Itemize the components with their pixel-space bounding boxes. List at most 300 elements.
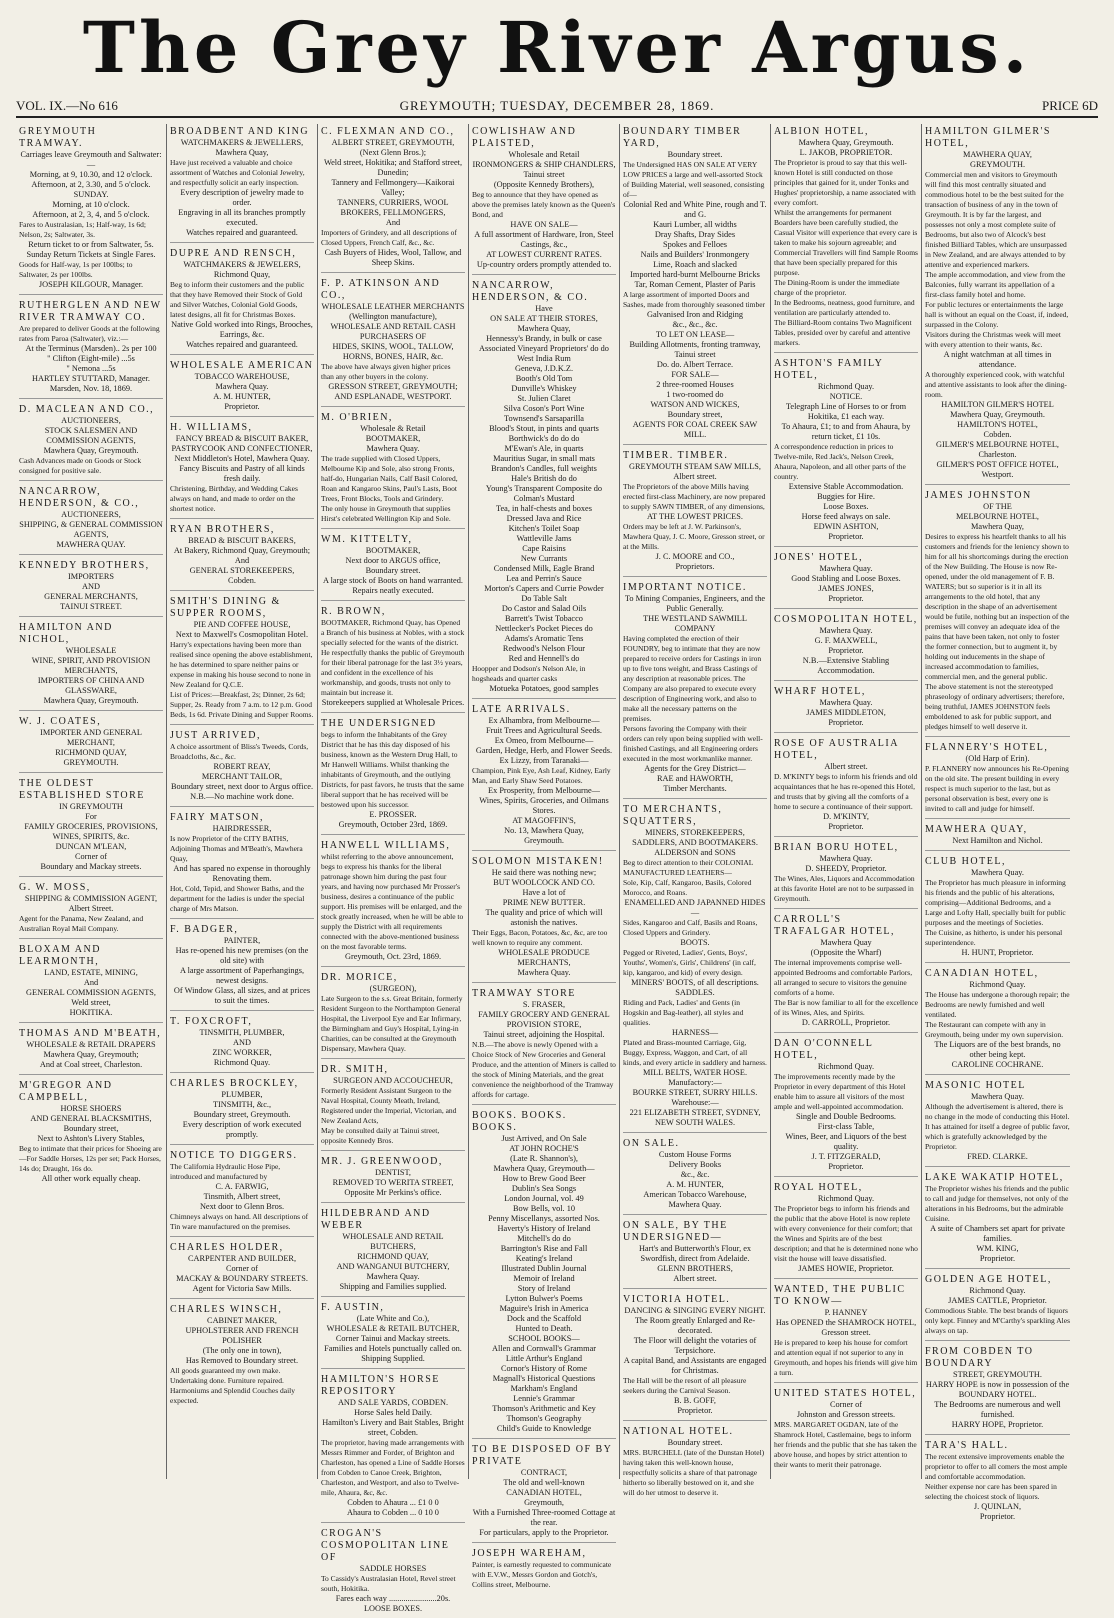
advertisement-line: MAWHERA QUAY, (963, 150, 1032, 159)
advertisement (321, 532, 465, 601)
advertisement-line: Champion, Pink Eye, Ash Leaf, Kidney, Early Man, and Early Shaw Seed Potatoes. (472, 766, 611, 785)
advertisement-line: Return ticket to or from Saltwater, 5s. (28, 240, 154, 249)
advertisement-line: IN GREYMOUTH (59, 802, 123, 811)
advertisement-line: MINERS' BOOTS, of all descriptions. (631, 978, 759, 987)
advertisement-line: The Undersigned HAS ON SALE AT VERY LOW PRICES a large and well-assorted Stock of Building Material, well seasoned, consisting of— (623, 160, 765, 199)
advertisement-line: IMPORTER AND GENERAL MERCHANT, (40, 728, 142, 747)
advertisement-line: Wholesale and Retail (508, 150, 580, 159)
advertisement (321, 1154, 465, 1203)
advertisement-line: Mitchell's do do (517, 1234, 571, 1243)
advertisement-line: Mawhera Quay. (366, 444, 420, 453)
advertisement-line: AND GENERAL BLACKSMITHS, (30, 1114, 152, 1123)
advertisement-line: Painter, is earnestly requested to communicate with E.V.W., Messrs Gordon and Gotch's, Collins street, Melbourne. (472, 1560, 612, 1589)
advertisement-line: And at Coal street, Charleston. (39, 1060, 143, 1069)
advertisement-line: Associated Vineyard Proprietors' do do (479, 344, 609, 353)
advertisement (472, 1108, 616, 1439)
advertisement-line: HAVE ON SALE— (510, 220, 578, 229)
advertisement-line: The recent extensive improvements enable the proprietor to offer to all comers the most ample and comfortable accommodation. (925, 1452, 1068, 1481)
advertisement-heading: BROADBENT AND KING (170, 126, 310, 137)
advertisement-line: DUNCAN M'LEAN, (55, 842, 127, 851)
advertisement-line: Proprietors. (675, 562, 715, 571)
advertisement-line: The Room greatly Enlarged and Re-decorated. (634, 1316, 756, 1335)
advertisement-heading: LAKE WAKATIP HOTEL, (925, 1172, 1064, 1183)
advertisement-heading: ROYAL HOTEL, (774, 1182, 863, 1193)
advertisement-line: Proprietor. (979, 1254, 1016, 1263)
advertisement-line: Custom House Forms (658, 1150, 732, 1159)
advertisement-heading: G. W. MOSS, (19, 882, 91, 893)
advertisement-heading: M. O'BRIEN, (321, 412, 393, 423)
advertisement-line: Thomson's Geography (506, 1414, 582, 1423)
advertisement (170, 1302, 314, 1410)
advertisement-line: Richmond Quay. (817, 1062, 875, 1071)
advertisement-line: Hart's and Butterworth's Flour, ex (638, 1244, 752, 1253)
advertisement-line: He said there was nothing new; (491, 868, 597, 877)
advertisement (774, 1036, 918, 1177)
advertisement-line: Shipping Supplied. (361, 1354, 425, 1363)
advertisement-line: Neither expense nor care has been spared in selecting the choicest stock of liquors. (925, 1482, 1057, 1501)
advertisement-line: Tea, in half-chests and boxes (496, 504, 592, 513)
advertisement (472, 854, 616, 983)
advertisement-line: Townsend's Sarsaparilla (504, 414, 584, 423)
advertisement-heading: VICTORIA HOTEL. (623, 1294, 731, 1305)
dateline (16, 98, 1098, 118)
advertisement-line: HOKITIKA. (69, 1008, 113, 1017)
advertisement-line: TO LET ON LEASE— (655, 330, 735, 339)
advertisement-line: A choice assortment of Bliss's Tweeds, Cords, Broadcloths, &c., &c. (170, 742, 309, 761)
advertisement-heading: NANCARROW, HENDERSON, & CO., (19, 486, 140, 509)
advertisement-line: Hennessy's Brandy, in bulk or case (486, 334, 602, 343)
advertisement-heading: R. BROWN, (321, 606, 386, 617)
advertisement-line: (Late White and Co.), (356, 1314, 430, 1323)
advertisement-line: Riding and Pack, Ladies' and Gents (in Hogskin and Bag-leather), all styles and qualities. (623, 998, 744, 1027)
advertisement-line: Corner of (829, 1400, 863, 1409)
advertisement-line: ALDERSON and SONS (654, 848, 736, 857)
advertisement (170, 420, 314, 519)
advertisement-heading: DUPRE AND RENSCH, (170, 248, 297, 259)
advertisement-line: CONTRACT, (520, 1468, 568, 1477)
advertisement-line: M'Ewan's Ale, in quarts (504, 444, 584, 453)
advertisement-line: How to Brew Good Beer (502, 1174, 586, 1183)
advertisement (321, 410, 465, 529)
advertisement-line: Sunday Return Tickets at Single Fares. (26, 250, 156, 259)
advertisement-line: HIDES, SKINS, WOOL, TALLOW, HORNS, BONES, HAIR, &c. (332, 342, 454, 361)
advertisement-line: Extensive Stable Accommodation. (788, 482, 904, 491)
advertisement-line: Next door to Glenn Bros. (199, 1202, 285, 1211)
advertisement-line: Dray Shafts, Dray Sides (654, 230, 736, 239)
advertisement-line: Have (535, 304, 553, 313)
advertisement-heading: DAN O'CONNELL HOTEL, (774, 1038, 873, 1061)
advertisement-heading: CANADIAN HOTEL, (925, 968, 1039, 979)
advertisement (19, 942, 163, 1023)
advertisement-line: AUCTIONEERS, (61, 510, 121, 519)
advertisement-line: Building Allotments, fronting tramway, Tainui street (629, 340, 761, 359)
advertisement (623, 1292, 767, 1421)
advertisement-heading: M'GREGOR AND CAMPBELL, (19, 1080, 113, 1103)
advertisement (19, 402, 163, 481)
advertisement-line: Greymouth, Oct. 23rd, 1869. (344, 952, 442, 961)
advertisement-line: Boundary street, Greymouth. (193, 1110, 291, 1119)
advertisement-line: Red and Hennell's do (508, 654, 580, 663)
column-7 (922, 124, 1073, 1521)
advertisement-line: Every description of work executed promptly. (182, 1120, 302, 1139)
advertisement-line: Cobden to Ahaura ... £1 0 0 (347, 1498, 439, 1507)
advertisement-line: Warehouse:— (671, 1098, 719, 1107)
advertisement-line: Horse Sales held Daily. (354, 1408, 432, 1417)
advertisement-line: Commodious Stable. The best brands of liquors only kept. Finney and M'Carthy's sparkling Ales always on tap. (925, 1306, 1070, 1335)
advertisement-line: Importers of Grindery, and all descriptions of Closed Uppers, French Calf, &c., &c. (321, 228, 457, 247)
advertisement-line: Persons favoring the Company with their orders can rely upon being supplied with well-finished Castings, and all Engineering orders executed in the most workmanlike manner. (623, 724, 763, 763)
advertisement-line: Wines, Beer, and Liquors of the best quality. (785, 1132, 907, 1151)
advertisement-line: The only house in Greymouth that supplies Hirst's celebrated Wellington Kip and Sole. (321, 504, 451, 523)
advertisement-line: FRED. CLARKE. (967, 1152, 1028, 1161)
advertisement-line: SADDLE HORSES (359, 1564, 427, 1573)
advertisement-line: GLENN BROTHERS, (657, 1264, 733, 1273)
advertisement-heading: WHARF HOTEL, (774, 686, 866, 697)
advertisement-line: 1 two-roomed do (666, 390, 724, 399)
column-5 (620, 124, 771, 1497)
advertisement (19, 558, 163, 617)
advertisement-line: WATCHMAKERS & JEWELERS, (183, 260, 301, 269)
advertisement-line: Wholesale & Retail (360, 424, 426, 433)
advertisement-line: At Bakery, Richmond Quay, Greymouth; (173, 546, 311, 555)
advertisement-line: RAE and HAWORTH, (656, 774, 734, 783)
advertisement-line: Borthwick's do do do (508, 434, 580, 443)
advertisement-line: J. T. FITZGERALD, (811, 1152, 881, 1161)
advertisement-heading: IMPORTANT NOTICE. (623, 582, 747, 593)
advertisement-line: (Opposite Kennedy Brothers), (493, 180, 595, 189)
advertisement-line: No. 13, Mawhera Quay, (504, 826, 584, 835)
advertisement-line: AGENTS FOR COAL CREEK SAW MILL. (632, 420, 758, 439)
advertisement-line: &c., &c. (680, 1170, 710, 1179)
advertisement-line: Hot, Cold, Tepid, and Shower Baths, and the department for the ladies is under the special charge of Mrs Matson. (170, 884, 305, 913)
advertisement-line: Has OPENED the SHAMROCK HOTEL, (775, 1318, 917, 1327)
advertisement-line: CABINET MAKER, (207, 1316, 277, 1325)
advertisement-line: The Hall will be the resort of all pleasure seekers during the Carnival Season. (623, 1376, 747, 1395)
advertisement-line: He is prepared to keep his house for comfort and attention equal if not superior to any in Greymouth, and hopes his friends will give him a turn. (774, 1338, 918, 1377)
advertisement-line: ZINC WORKER, (212, 1048, 272, 1057)
advertisement-line: A. M. HUNTER, (666, 1180, 724, 1189)
advertisement-line: Albert Street. (68, 904, 114, 913)
advertisement-line: Dressed Java and Rice (506, 514, 582, 523)
advertisement-line: N.B.—The above is newly Opened with a Choice Stock of New Groceries and General Produce, and the attention of Miners is called to the stock of Mining Materials, and the great convenience the neighborhood of the Tramway affords for cartage. (472, 1040, 616, 1099)
advertisement-line: AT JOHN ROCHE'S (509, 1144, 579, 1153)
advertisement-line: Goods for Half-way, 1s per 100lbs; to Saltwater, 2s per 100lbs. (19, 260, 133, 279)
advertisement-line: Watches repaired and guaranteed. (186, 340, 298, 349)
advertisement-line: Mawhera Quay (820, 938, 872, 947)
advertisement-line: A large assortment of Paperhangings, newest designs. (179, 966, 305, 985)
advertisement-line: The Proprietor is proud to say that this well-known Hotel is still conducted on those principles that gained for it, under Tonks and Hughes' proprietorship, a name associated with every comfort. (774, 158, 916, 207)
advertisement-line: Haverty's History of Ireland (497, 1224, 591, 1233)
advertisement-line: " Nemona ...5s (66, 364, 116, 373)
advertisement-line: Fares each way .......................20s. (335, 1594, 451, 1603)
advertisement-line: Albert street. (824, 762, 868, 771)
advertisement-line: (Late R. Shannon's), (510, 1154, 578, 1163)
advertisement-line: Hale's British do do (511, 474, 577, 483)
advertisement (774, 1282, 918, 1383)
advertisement-heading: BRIAN BORU HOTEL, (774, 842, 899, 853)
advertisement-line: Visitors during the Christmas week will meet with every attention to their wants, &c. (925, 330, 1061, 349)
advertisement (19, 776, 163, 877)
advertisement-line: Kauri Lumber, all widths (653, 220, 737, 229)
advertisement-line: A suite of Chambers set apart for private families. (930, 1224, 1065, 1243)
advertisement (472, 986, 616, 1105)
advertisement-heading: FAIRY MATSON, (170, 812, 264, 823)
advertisement-line: IRONMONGERS & SHIP CHANDLERS, (472, 160, 616, 169)
advertisement (321, 276, 465, 407)
advertisement-line: N.B.—No machine work done. (190, 792, 294, 801)
advertisement-line: Booth's Old Tom (515, 374, 573, 383)
advertisement-line: Orders may be left at J. W. Parkinson's, Mawhera Quay, J. C. Moore, Gresson street, or at the Mills. (623, 522, 765, 551)
advertisement-heading: CHARLES HOLDER, (170, 1242, 284, 1253)
advertisement (774, 356, 918, 547)
price: PRICE 6D (1042, 98, 1098, 113)
advertisement-line: Cobden. (983, 430, 1012, 439)
advertisement-line: The Bar is now familiar to all for the excellence of its Wines, Ales, and Spirits. (774, 998, 918, 1017)
advertisement-line: Pegged or Riveted, Ladies', Gents, Boys', Youths', Women's, Girls', Childrens' (in calf, kip, kangaroo, and kid) of every design. (623, 948, 756, 977)
advertisement-heading: MASONIC HOTEL (925, 1080, 1026, 1091)
advertisement-line: West India Rum (517, 354, 571, 363)
advertisement-line: ALBERT STREET, GREYMOUTH, (331, 138, 455, 147)
advertisement (925, 822, 1070, 851)
advertisement-line: JAMES MIDDLETON, (806, 708, 886, 717)
columns (16, 124, 1098, 1613)
advertisement (472, 1442, 616, 1543)
advertisement-line: LOOSE BOXES. (363, 1604, 423, 1613)
advertisement-line: WHOLESALE AND RETAIL BUTCHERS, (342, 1232, 444, 1251)
advertisement-line: Delivery Books (668, 1160, 722, 1169)
advertisement (170, 1076, 314, 1145)
advertisement (925, 854, 1070, 963)
advertisement-line: MAWHERA QUAY. (56, 540, 126, 549)
advertisement-line: Hunted to Death. (515, 1324, 573, 1333)
advertisement-line: Ahaura to Cobden ... 0 10 0 (347, 1508, 439, 1517)
advertisement-heading: GREYMOUTH TRAMWAY. (19, 126, 97, 149)
advertisement-line: (Wellington manufacture), (349, 312, 437, 321)
advertisement-line: Afternoon, at 2, 3, 4, and 5 o'clock. (32, 210, 150, 219)
advertisement-line: Has re-opened his new premises (on the old site) with (175, 946, 309, 965)
advertisement-line: Child's Guide to Knowledge (496, 1424, 592, 1433)
advertisement-line: Tar, Roman Cement, Plaster of Paris (634, 280, 756, 289)
advertisement-line: Spokes and Felloes (662, 240, 728, 249)
advertisement-line: P. FLANNERY now announces his Re-Opening on the old site. The present building in every respect is much superior to the last, but as personal observation is best, every one is invited to call and judge for himself. (925, 764, 1069, 813)
advertisement-line: Loose Boxes. (823, 502, 869, 511)
advertisement-line: Proprietor. (979, 1512, 1016, 1521)
advertisement-line: The quality and price of which will astonish the natives. (485, 908, 603, 927)
advertisement-heading: UNITED STATES HOTEL, (774, 1388, 917, 1399)
advertisement-line: Morning, at 9, 10.30, and 12 o'clock. (29, 170, 153, 179)
advertisement-line: Richmond Quay, (213, 270, 271, 279)
advertisement (19, 298, 163, 399)
advertisement-line: Repairs neatly executed. (352, 586, 434, 595)
advertisement-line: To Ahaura, £1; to and from Ahaura, by return ticket, £1 10s. (781, 422, 911, 441)
advertisement-line: Next to Maxwell's Cosmopolitan Hotel. (175, 630, 309, 639)
advertisement-line: SHIPPING, & GENERAL COMMISSION AGENTS, (19, 520, 163, 539)
advertisement-line: Lime, Roach and slacked (653, 260, 737, 269)
advertisement-line: Mawhera Quay. (819, 698, 873, 707)
advertisement-line: Allen and Cornwall's Grammar (491, 1344, 597, 1353)
advertisement-heading: BOUNDARY TIMBER YARD, (623, 126, 742, 149)
advertisement-line: Sole, Kip, Calf, Kangaroo, Basils, Colored Morocco, and Roans. (623, 878, 752, 897)
advertisement (925, 124, 1070, 485)
advertisement-line: Of Window Glass, all sizes, and at prices to suit the times. (173, 986, 311, 1005)
column-4 (469, 124, 620, 1589)
advertisement-line: SURGEON AND ACCOUCHEUR, (333, 1076, 453, 1085)
advertisement-line: Watches repaired and guaranteed. (186, 228, 298, 237)
advertisement-line: The California Hydraulic Hose Pipe, introduced and manufactured by (170, 1162, 281, 1181)
advertisement-line: (Old Harp of Erin). (965, 754, 1030, 763)
advertisement-heading: ROSE OF AUSTRALIA HOTEL, (774, 738, 899, 761)
advertisement-line: (Opposite the Wharf) (810, 948, 882, 957)
advertisement-line: GENERAL MERCHANTS, (44, 592, 138, 601)
advertisement (925, 1344, 1070, 1435)
advertisement-line: A correspondence reduction in prices to Twelve-mile, Red Jack's, Nelson Creek, Ahaura, Napoleon, and all other parts of the country. (774, 442, 906, 481)
advertisement-line: " Clifton (Eight-mile) ...5s (47, 354, 135, 363)
advertisement-line: Christening, Birthday, and Wedding Cakes always on hand, and made to order on the shortest notice. (170, 484, 298, 513)
advertisement-line: Beg to intimate that their prices for Shoeing are—For Saddle Horses, 12s per set; Pack Horses, 14s do; Draught, 16s do. (19, 1144, 162, 1173)
advertisement-line: Gresson street. (821, 1328, 871, 1337)
advertisement-line: Dock and the Scaffold (506, 1314, 582, 1323)
advertisement-line: Kitchen's Toilet Soap (508, 524, 580, 533)
advertisement (170, 1240, 314, 1299)
advertisement-line: May be consulted daily at Tainui street, opposite Kennedy Bros. (321, 1126, 440, 1145)
advertisement-line: Ex Lizzy, from Taranaki— (499, 756, 589, 765)
advertisement-line: Mawhera Quay. (819, 626, 873, 635)
advertisement-heading: WANTED, THE PUBLIC TO KNOW— (774, 1284, 906, 1307)
advertisement-heading: BLOXAM AND LEARMONTH, (19, 944, 101, 967)
advertisement-line: C. A. FARWIG, (215, 1182, 269, 1191)
advertisement-line: L. JAKOB, PROPRIETOR. (799, 148, 893, 157)
advertisement (472, 1546, 616, 1594)
advertisement-line: WHOLESALE AND RETAIL CASH PURCHASERS OF (330, 322, 456, 341)
advertisement-heading: D. MACLEAN AND CO., (19, 404, 155, 415)
advertisement-heading: CLUB HOTEL, (925, 856, 1006, 867)
advertisement-line: Colman's Mustard (513, 494, 575, 503)
advertisement-line: HARRY HOPE, Proprietor. (951, 1420, 1044, 1429)
advertisement-line: Blood's Stout, in pints and quarts (489, 424, 599, 433)
advertisement-line: Mawhera Quay, Greymouth. (43, 446, 139, 455)
advertisement-line: Tinsmith, Albert street, (203, 1192, 281, 1201)
advertisement-line: Weld street, Hokitika; and Stafford street, Dunedin; (323, 158, 463, 177)
advertisement-line: Wattleville Jams (516, 534, 572, 543)
advertisement-line: FAMILY GROCERIES, PROVISIONS, WINES, SPIRITS, &c. (24, 822, 158, 841)
advertisement-line: The Wines, Ales, Liquors and Accommodation at this favorite Hotel are not to be surpassed in Greymouth. (774, 874, 915, 903)
advertisement-line: RICHMOND QUAY, (357, 1252, 429, 1261)
advertisement-line: Memoir of Ireland (513, 1274, 575, 1283)
advertisement-heading: WHOLESALE AMERICAN (170, 360, 314, 371)
advertisement-line: FAMILY GROCERY AND GENERAL PROVISION STORE, (478, 1010, 610, 1029)
advertisement-line: Good Stabling and Loose Boxes. (791, 574, 901, 583)
advertisement (19, 1026, 163, 1075)
advertisement (170, 594, 314, 725)
advertisement-heading: FLANNERY'S HOTEL, (925, 742, 1049, 753)
advertisement-heading: ALBION HOTEL, (774, 126, 870, 137)
advertisement-line: A large assortment of imported Doors and Sashes, made from thoroughly seasoned timber (623, 290, 766, 309)
advertisement-heading: HAMILTON'S HORSE REPOSITORY (321, 1374, 440, 1397)
advertisement (774, 912, 918, 1033)
advertisement-line: Next door to ARGUS office, (345, 556, 441, 565)
advertisement-line: Weld street, (71, 998, 111, 1007)
advertisement-heading: THE UNDERSIGNED (321, 718, 437, 729)
advertisement-line: Mawhera Quay, (517, 324, 571, 333)
advertisement-heading: ON SALE. (623, 1138, 680, 1149)
advertisement-line: NOTICE. (829, 392, 863, 401)
advertisement (623, 802, 767, 1133)
advertisement-heading: NANCARROW, HENDERSON, & CO. (472, 280, 589, 303)
advertisement-heading: KENNEDY BROTHERS, (19, 560, 150, 571)
advertisement-line: Mawhera Quay. (819, 854, 873, 863)
advertisement-line: Mawhera Quay, Greymouth. (950, 410, 1045, 419)
advertisement-line: Cash Buyers of Hides, Wool, Tallow, and Sheep Skins. (324, 248, 462, 267)
advertisement-heading: F. P. ATKINSON AND CO., (321, 278, 441, 301)
advertisement-line: The Bedrooms are numerous and well furnished. (934, 1400, 1061, 1419)
advertisement-line: Corner Tainui and Mackay streets. (335, 1334, 451, 1343)
advertisement-line: The Proprietor has much pleasure in informing his friends and the public of his alterations, comprising—Additional Bedrooms, and a Large and Lofty Hall, specially built for public purposes and the meetings of Societies. (925, 878, 1066, 927)
advertisement-line: AT LOWEST CURRENT RATES. (486, 250, 602, 259)
advertisement-line: A capital Band, and Assistants are engaged for Christmas. (623, 1356, 767, 1375)
advertisement-line: Carriages leave Greymouth and Saltwater:— (20, 150, 162, 169)
advertisement-line: D. M'KINTY, (823, 812, 869, 821)
advertisement-line: D. M'KINTY begs to inform his friends and old acquaintances that he has re-opened this Hotel, and trusts that by giving all the comforts of a home to secure a continuance of their support. (774, 772, 918, 811)
advertisement (170, 810, 314, 919)
advertisement-heading: WM. KITTELTY, (321, 534, 413, 545)
advertisement-line: WINE, SPIRIT, AND PROVISION MERCHANTS, (31, 656, 151, 675)
advertisement-heading: DR. SMITH, (321, 1064, 389, 1075)
advertisement-line: ENAMELLED AND JAPANNED HIDES— (624, 898, 766, 917)
advertisement (170, 728, 314, 807)
advertisement-line: Harry's expectations having been more than realised since opening the above establishment, he has determined to spare neither pains or expense in making his house second to none in New Zealand for Q.C.E. (170, 640, 313, 689)
advertisement-line: Proprietor. (677, 1406, 713, 1415)
advertisement-line: Charleston. (978, 450, 1017, 459)
advertisement (170, 1148, 314, 1237)
advertisement-line: Dublin's Sea Songs (511, 1184, 577, 1193)
advertisement-line: MINERS, STOREKEEPERS, SADDLERS, AND BOOTMAKERS. (632, 828, 758, 847)
advertisement-line: JAMES HOWIE, Proprietor. (798, 1264, 894, 1273)
advertisement-line: PIE AND COFFEE HOUSE, (193, 620, 291, 629)
advertisement-line: (Next Glenn Bros.); (359, 148, 427, 157)
advertisement (321, 1206, 465, 1297)
advertisement-line: Boundary street. (667, 1438, 723, 1447)
advertisement-line: Next to Ashton's Livery Stables, (37, 1134, 145, 1143)
advertisement-line: Are prepared to deliver Goods at the following rates from Paroa (Saltwater), viz.:— (19, 324, 160, 343)
advertisement (472, 278, 616, 699)
advertisement-line: Thomson's Arithmetic and Key (492, 1404, 596, 1413)
advertisement-line: Proprietor. (224, 402, 260, 411)
advertisement (321, 970, 465, 1059)
advertisement-line: BOOTMAKER, (365, 546, 421, 555)
advertisement (925, 966, 1070, 1075)
advertisement-heading: TRAMWAY STORE (472, 988, 576, 999)
advertisement-line: The Dining-Room is under the immediate charge of the proprietor. (774, 278, 900, 297)
advertisement-line: JOSEPH KILGOUR, Manager. (38, 280, 144, 289)
advertisement-line: List of Prices:—Breakfast, 2s; Dinner, 2s 6d; Supper, 2s. Ready from 7 a.m. to 12 p.m. Good Beds, 1s 6d. Private Dining and Supper Rooms. (170, 690, 314, 719)
advertisement-line: HAMILTON GILMER'S HOTEL (941, 400, 1054, 409)
advertisement-line: Penny Miscellanys, assorted Nos. (488, 1214, 600, 1223)
advertisement (321, 1526, 465, 1618)
advertisement (774, 736, 918, 837)
advertisement-line: Nails and Builders' Ironmongery (640, 250, 750, 259)
advertisement-line: Next Middleton's Hotel, Mawhera Quay. (174, 454, 310, 463)
advertisement-line: Mawhera Quay, Greymouth. (43, 696, 139, 705)
advertisement-line: Markham's England (510, 1384, 578, 1393)
advertisement-line: All goods guaranteed my own make. Undertaking done. Furniture repaired. Harmoniums and Splendid Couches daily expected. (170, 1366, 295, 1405)
advertisement-line: Do. do. Albert Terrace. (656, 360, 734, 369)
advertisement-line: 2 three-roomed Houses (656, 380, 734, 389)
advertisement-line: RICHMOND QUAY, (55, 748, 127, 757)
advertisement-line: Native Gold worked into Rings, Brooches, Earrings, &c. (171, 320, 313, 339)
advertisement-line: Barrett's Twist Tobacco (505, 614, 583, 623)
advertisement-line: ROBERT REAY, (213, 762, 271, 771)
advertisement-line: WHOLESALE & RETAIL BUTCHER, (326, 1324, 460, 1333)
